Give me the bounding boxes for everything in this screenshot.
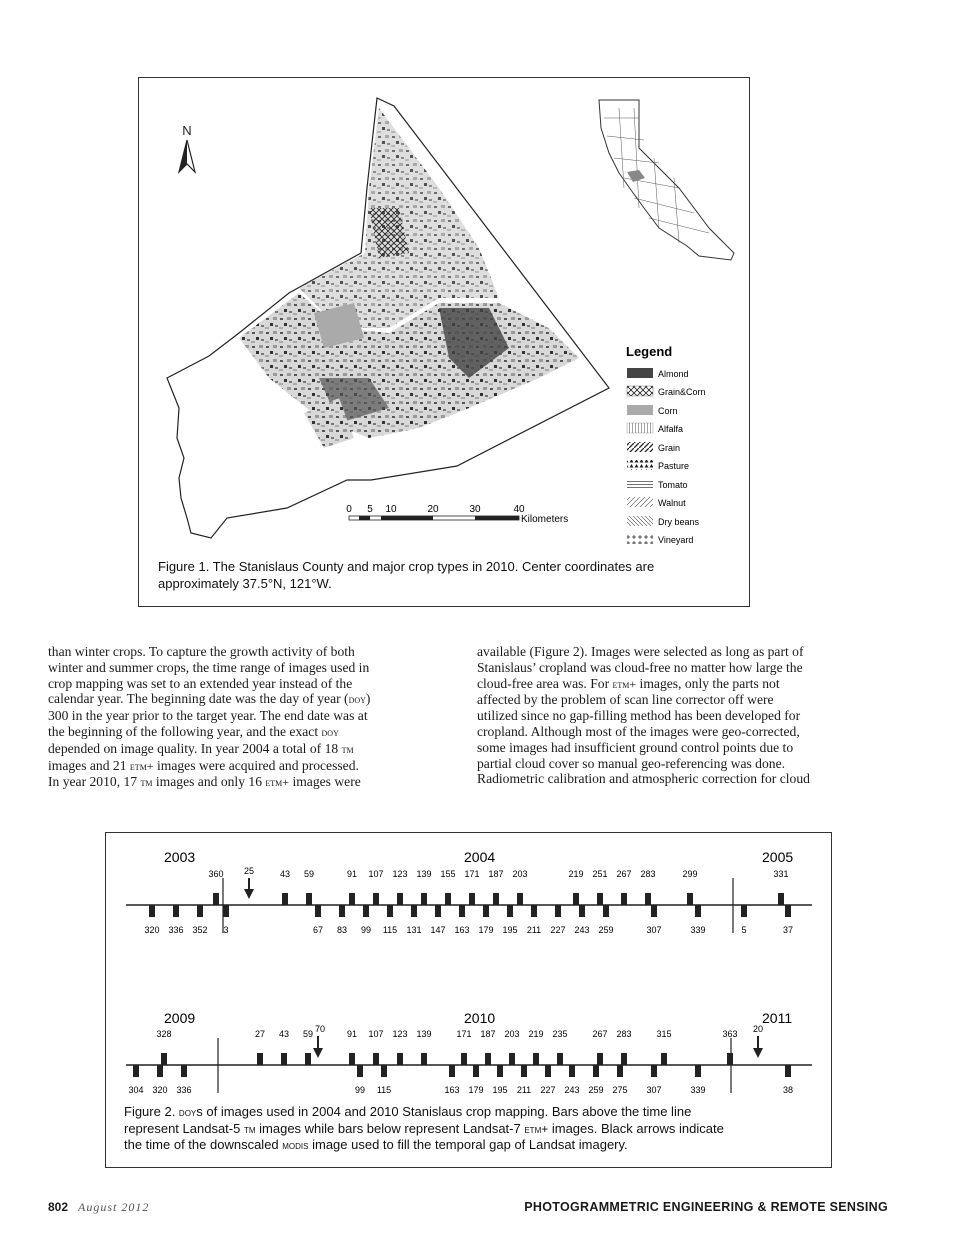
landsat7-bar	[223, 905, 229, 917]
landsat7-bar	[411, 905, 417, 917]
svg-text:20: 20	[427, 504, 439, 515]
california-inset-map	[599, 100, 734, 260]
landsat5-bar	[469, 893, 475, 905]
landsat7-bar	[555, 905, 561, 917]
modis-arrow	[313, 1024, 325, 1058]
landsat5-doy-label: 107	[368, 869, 384, 879]
landsat5-doy-label: 219	[528, 1029, 544, 1039]
landsat7-bar	[449, 1065, 455, 1077]
legend-label: Pasture	[658, 461, 690, 471]
landsat7-doy-label: 67	[312, 925, 324, 935]
landsat5-doy-label: 123	[392, 869, 408, 879]
landsat5-bar	[687, 893, 693, 905]
landsat5-doy-label: 203	[512, 869, 528, 879]
issue-date: August 2012	[78, 1200, 150, 1214]
landsat5-doy-label: 43	[278, 1029, 290, 1039]
svg-text:N: N	[182, 123, 192, 138]
landsat7-doy-label: 147	[430, 925, 446, 935]
legend-swatch-walnut	[627, 497, 653, 507]
legend-label: Vineyard	[658, 535, 694, 545]
landsat7-bar	[651, 1065, 657, 1077]
legend-label: Grain	[658, 443, 681, 453]
legend-swatch-tomato	[627, 479, 653, 489]
landsat7-doy-label: 259	[588, 1085, 604, 1095]
landsat5-doy-label: 123	[392, 1029, 408, 1039]
landsat7-doy-label: 352	[192, 925, 208, 935]
landsat7-doy-label: 163	[454, 925, 470, 935]
landsat5-bar	[557, 1053, 563, 1065]
legend-label: Alfalfa	[658, 424, 684, 434]
landsat7-doy-label: 3	[223, 925, 229, 935]
landsat5-doy-label: 363	[722, 1029, 738, 1039]
landsat5-bar	[461, 1053, 467, 1065]
legend-label: Tomato	[658, 480, 688, 490]
landsat5-bar	[517, 893, 523, 905]
landsat7-doy-label: 195	[502, 925, 518, 935]
landsat7-bar	[381, 1065, 387, 1077]
landsat7-bar	[315, 905, 321, 917]
landsat7-doy-label: 339	[690, 1085, 706, 1095]
modis-arrow	[244, 866, 254, 899]
landsat5-bar	[282, 893, 288, 905]
landsat5-doy-label: 331	[773, 869, 789, 879]
landsat5-bar	[305, 1053, 311, 1065]
legend-label: Grain&Corn	[658, 387, 706, 397]
landsat5-doy-label: 43	[279, 869, 291, 879]
landsat7-bar	[593, 1065, 599, 1077]
figure-2-caption: Figure 2. doys of images used in 2004 and 2010 Stanislaus crop mapping. Bars above the time line represent Landsat-5 tm images while bars below represent Landsat-7 etm+ images. Black arrows indicate the time of the downscaled modis image used to fill the temporal gap of Landsat imagery.	[124, 1104, 724, 1152]
legend-swatch-almond	[627, 368, 653, 378]
landsat7-bar	[133, 1065, 139, 1077]
landsat7-doy-label: 99	[354, 1085, 366, 1095]
landsat5-doy-label: 267	[592, 1029, 608, 1039]
landsat7-doy-label: 83	[336, 925, 348, 935]
landsat5-bar	[727, 1053, 733, 1065]
legend-swatch-grain	[627, 442, 653, 452]
landsat5-bar	[349, 1053, 355, 1065]
landsat5-bar	[281, 1053, 287, 1065]
landsat5-doy-label: 139	[416, 1029, 432, 1039]
landsat7-bar	[473, 1065, 479, 1077]
landsat7-doy-label: 5	[741, 925, 747, 935]
landsat7-bar	[357, 1065, 363, 1077]
landsat5-doy-label: 27	[254, 1029, 266, 1039]
landsat5-doy-label: 360	[208, 869, 224, 879]
landsat5-doy-label: 235	[552, 1029, 568, 1039]
landsat7-doy-label: 179	[468, 1085, 484, 1095]
landsat5-bar	[421, 893, 427, 905]
legend-swatch-alfalfa	[627, 423, 653, 433]
landsat5-bar	[778, 893, 784, 905]
svg-text:20: 20	[752, 1024, 764, 1034]
landsat7-bar	[149, 905, 155, 917]
year-label: 2009	[164, 1010, 196, 1026]
landsat5-doy-label: 155	[440, 869, 456, 879]
landsat5-doy-label: 91	[346, 1029, 358, 1039]
year-label: 2010	[464, 1010, 496, 1026]
landsat5-doy-label: 187	[488, 869, 504, 879]
figure-1-map	[139, 78, 749, 606]
landsat5-bar	[257, 1053, 263, 1065]
landsat7-bar	[157, 1065, 163, 1077]
north-arrow	[179, 123, 195, 172]
landsat7-doy-label: 37	[782, 925, 794, 935]
landsat5-bar	[621, 893, 627, 905]
landsat7-bar	[521, 1065, 527, 1077]
landsat7-doy-label: 275	[612, 1085, 628, 1095]
landsat7-bar	[173, 905, 179, 917]
figure-1-caption: Figure 1. The Stanislaus County and major crop types in 2010. Center coordinates are approximately 37.5°N, 121°W.	[158, 559, 655, 591]
landsat7-doy-label: 243	[564, 1085, 580, 1095]
landsat7-doy-label: 307	[646, 925, 662, 935]
landsat5-doy-label: 299	[682, 869, 698, 879]
landsat7-doy-label: 163	[444, 1085, 460, 1095]
landsat5-bar	[621, 1053, 627, 1065]
landsat5-bar	[485, 1053, 491, 1065]
landsat5-doy-label: 283	[640, 869, 656, 879]
landsat5-bar	[533, 1053, 539, 1065]
landsat5-doy-label: 267	[616, 869, 632, 879]
landsat5-bar	[397, 893, 403, 905]
landsat5-doy-label: 203	[504, 1029, 520, 1039]
landsat7-doy-label: 115	[376, 1085, 392, 1095]
svg-text:5: 5	[367, 504, 373, 515]
landsat5-doy-label: 171	[464, 869, 480, 879]
landsat7-doy-label: 99	[360, 925, 372, 935]
landsat7-bar	[569, 1065, 575, 1077]
year-label: 2003	[164, 849, 196, 865]
landsat5-bar	[493, 893, 499, 905]
landsat7-doy-label: 307	[646, 1085, 662, 1095]
figure-2	[105, 832, 832, 1168]
landsat5-bar	[373, 893, 379, 905]
legend-swatch-grain-corn	[627, 386, 653, 396]
landsat5-bar	[597, 1053, 603, 1065]
landsat5-doy-label: 283	[616, 1029, 632, 1039]
landsat5-bar	[597, 893, 603, 905]
landsat7-bar	[483, 905, 489, 917]
landsat5-bar	[397, 1053, 403, 1065]
landsat7-doy-label: 38	[782, 1085, 794, 1095]
landsat7-doy-label: 243	[574, 925, 590, 935]
landsat7-doy-label: 336	[168, 925, 184, 935]
legend-label: Walnut	[658, 498, 686, 508]
body-column-left: than winter crops. To capture the growth activity of both winter and summer crops, the time range of images used in crop mapping was set to an extended year instead of the calendar year. The beginning date was the day of year (doy) 300 in the year prior to the target year. The end date was at the beginning of the following year, and the exact doy depended on image quality. In year 2004 a total of 18 tm images and 21 etm+ images were acquired and processed. In year 2010, 17 tm images and only 16 etm+ images were	[48, 644, 371, 790]
landsat5-bar	[373, 1053, 379, 1065]
landsat7-bar	[363, 905, 369, 917]
landsat5-doy-label: 59	[303, 869, 315, 879]
landsat5-doy-label: 315	[656, 1029, 672, 1039]
landsat7-bar	[387, 905, 393, 917]
legend-swatch-dry-beans	[627, 516, 653, 526]
landsat7-bar	[785, 905, 791, 917]
landsat7-doy-label: 115	[382, 925, 398, 935]
landsat7-doy-label: 227	[550, 925, 566, 935]
year-label: 2011	[762, 1010, 793, 1026]
figure-2-timeline	[106, 833, 831, 1101]
landsat5-doy-label: 328	[156, 1029, 172, 1039]
landsat7-bar	[785, 1065, 791, 1077]
landsat7-doy-label: 195	[492, 1085, 508, 1095]
timeline-2004	[126, 849, 812, 935]
landsat7-bar	[603, 905, 609, 917]
svg-text:40: 40	[513, 504, 525, 515]
landsat7-doy-label: 131	[406, 925, 422, 935]
legend	[626, 344, 706, 545]
landsat7-bar	[435, 905, 441, 917]
landsat5-bar	[661, 1053, 667, 1065]
landsat5-bar	[306, 893, 312, 905]
legend-label: Corn	[658, 406, 678, 416]
landsat7-bar	[651, 905, 657, 917]
landsat7-bar	[579, 905, 585, 917]
landsat7-doy-label: 304	[128, 1085, 144, 1095]
legend-swatch-vineyard	[627, 534, 653, 544]
svg-text:70: 70	[314, 1024, 326, 1034]
landsat5-doy-label: 139	[416, 869, 432, 879]
landsat5-bar	[421, 1053, 427, 1065]
landsat5-bar	[213, 893, 219, 905]
landsat7-doy-label: 336	[176, 1085, 192, 1095]
landsat7-doy-label: 320	[152, 1085, 168, 1095]
landsat7-bar	[695, 1065, 701, 1077]
landsat5-bar	[445, 893, 451, 905]
svg-text:10: 10	[385, 504, 397, 515]
figure-1	[138, 77, 750, 607]
landsat7-doy-label: 179	[478, 925, 494, 935]
landsat7-doy-label: 259	[598, 925, 614, 935]
timeline-2010	[126, 1010, 812, 1095]
landsat7-bar	[741, 905, 747, 917]
svg-text:25: 25	[243, 866, 255, 876]
page-number: 802	[48, 1200, 69, 1214]
legend-swatch-corn	[627, 405, 653, 415]
legend-label: Dry beans	[658, 517, 700, 527]
landsat5-doy-label: 171	[456, 1029, 472, 1039]
landsat7-bar	[531, 905, 537, 917]
legend-swatch-pasture	[627, 460, 653, 470]
svg-text:Legend: Legend	[626, 344, 673, 359]
landsat5-doy-label: 251	[592, 869, 608, 879]
landsat5-bar	[573, 893, 579, 905]
landsat5-doy-label: 59	[302, 1029, 314, 1039]
landsat7-doy-label: 320	[144, 925, 160, 935]
year-label: 2004	[464, 849, 496, 865]
landsat7-doy-label: 339	[690, 925, 706, 935]
landsat7-bar	[545, 1065, 551, 1077]
scale-bar	[346, 504, 568, 525]
svg-text:Kilometers: Kilometers	[521, 514, 569, 525]
svg-text:0: 0	[346, 504, 352, 515]
landsat7-bar	[695, 905, 701, 917]
landsat7-bar	[339, 905, 345, 917]
landsat7-bar	[617, 1065, 623, 1077]
journal-name: PHOTOGRAMMETRIC ENGINEERING & REMOTE SENSING	[524, 1200, 888, 1214]
body-column-right: available (Figure 2). Images were selected as long as part of Stanislaus’ cropland was cloud-free no matter how large the cloud-free area was. For etm+ images, only the parts not affected by the problem of scan line corrector off were utilized since no gap-filling method has been developed for cropland. Although most of the images were geo-corrected, some images had insufficient ground control points due to partial cloud cover so manual geo-referencing was done. Radiometric calibration and atmospheric correction for cloud	[477, 644, 810, 787]
landsat7-doy-label: 227	[540, 1085, 556, 1095]
landsat5-bar	[645, 893, 651, 905]
landsat7-bar	[197, 905, 203, 917]
svg-text:30: 30	[469, 504, 481, 515]
landsat5-doy-label: 187	[480, 1029, 496, 1039]
landsat5-doy-label: 219	[568, 869, 584, 879]
landsat7-bar	[459, 905, 465, 917]
landsat5-doy-label: 107	[368, 1029, 384, 1039]
landsat5-bar	[161, 1053, 167, 1065]
landsat7-bar	[181, 1065, 187, 1077]
landsat7-doy-label: 211	[516, 1085, 532, 1095]
landsat5-bar	[349, 893, 355, 905]
landsat7-doy-label: 211	[526, 925, 542, 935]
legend-label: Almond	[658, 369, 689, 379]
landsat7-bar	[507, 905, 513, 917]
landsat7-bar	[497, 1065, 503, 1077]
modis-arrow	[753, 1024, 763, 1058]
year-label: 2005	[762, 849, 794, 865]
landsat5-doy-label: 91	[346, 869, 358, 879]
landsat5-bar	[509, 1053, 515, 1065]
